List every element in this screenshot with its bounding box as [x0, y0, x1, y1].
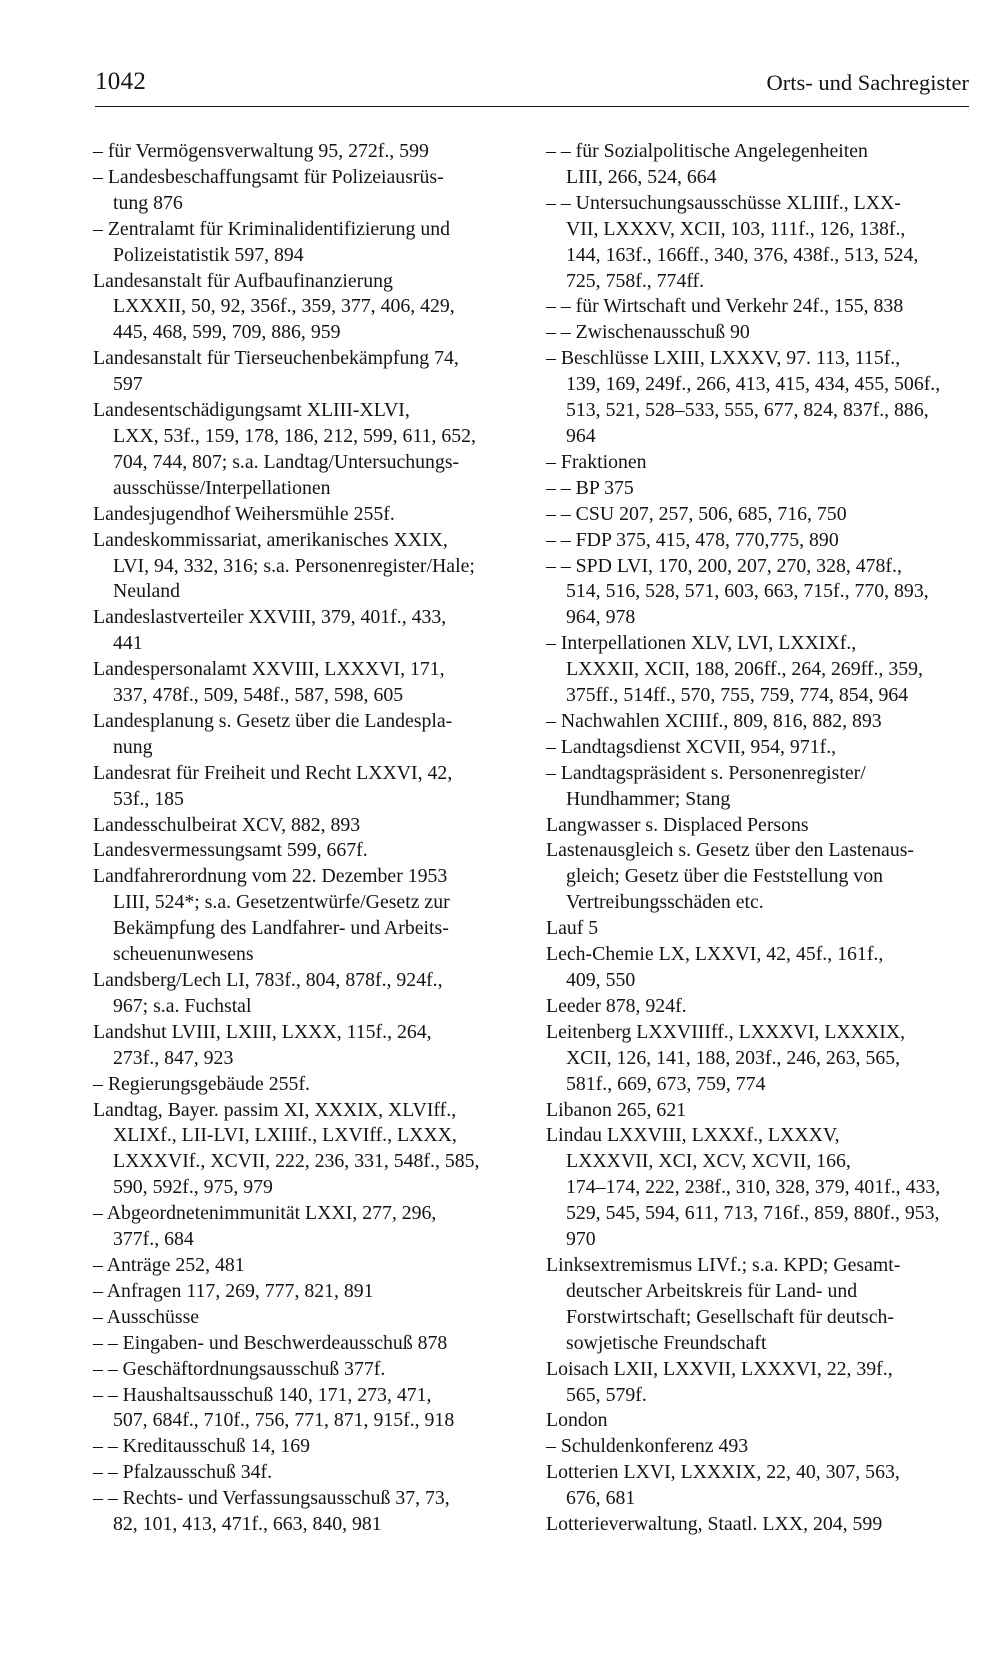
entry-continuation: 375ff., 514ff., 570, 755, 759, 774, 854, 964 [566, 684, 909, 707]
entry-text: – – BP 375 [546, 476, 634, 499]
entry-text: Landeslastverteiler XXVIII, 379, 401f., 433, [93, 606, 447, 629]
entry-text: Lotterien LXVI, LXXXIX, 22, 40, 307, 563, [546, 1461, 900, 1484]
entry-text: – Landtagspräsident s. Personenregister/ [546, 761, 866, 784]
index-entry [93, 1098, 513, 1202]
entry-continuation: sowjetische Freundschaft [566, 1331, 767, 1354]
entry-continuation: LVI, 94, 332, 316; s.a. Personenregister/Hale; [113, 554, 475, 577]
entry-text: Loisach LXII, LXXVII, LXXXVI, 22, 39f., [546, 1357, 893, 1380]
index-entry [93, 139, 513, 165]
index-entry [546, 813, 966, 839]
entry-continuation: gleich; Gesetz über die Feststellung von [566, 865, 883, 888]
entry-text: Lauf 5 [546, 917, 599, 940]
entry-continuation: 445, 468, 599, 709, 886, 959 [113, 321, 341, 344]
index-entry [546, 1253, 966, 1357]
entry-continuation: 441 [113, 632, 143, 655]
index-entry [93, 217, 513, 269]
index-entry [93, 346, 513, 398]
entry-continuation: 514, 516, 528, 571, 603, 663, 715f., 770, 893, [566, 580, 929, 603]
index-entry [546, 1460, 966, 1512]
entry-continuation: 174–174, 222, 238f., 310, 328, 379, 401f., 433, [566, 1176, 941, 1199]
index-entry [546, 476, 966, 502]
entry-text: Lech-Chemie LX, LXXVI, 42, 45f., 161f., [546, 943, 884, 966]
index-entry [546, 554, 966, 632]
index-entry [93, 657, 513, 709]
index-entry [93, 269, 513, 347]
entry-text: – Zentralamt für Kriminalidentifizierung und [93, 217, 451, 240]
index-entry [93, 528, 513, 606]
entry-continuation: 337, 478f., 509, 548f., 587, 598, 605 [113, 684, 404, 707]
entry-text: Landesentschädigungsamt XLIII-XLVI, [93, 399, 410, 422]
entry-text: – – Zwischenausschuß 90 [546, 321, 750, 344]
entry-continuation: Polizeistatistik 597, 894 [113, 243, 304, 266]
entry-text: Lastenausgleich s. Gesetz über den Lastenaus- [546, 839, 915, 862]
entry-continuation: LIII, 266, 524, 664 [566, 165, 717, 188]
entry-text: Landesschulbeirat XCV, 882, 893 [93, 813, 361, 836]
entry-continuation: 725, 758f., 774ff. [566, 269, 705, 292]
entry-text: – Nachwahlen XCIIIf., 809, 816, 882, 893 [546, 709, 882, 732]
index-entry [93, 1460, 513, 1486]
entry-text: Leitenberg LXXVIIIff., LXXXVI, LXXXIX, [546, 1020, 906, 1043]
index-entry [546, 1512, 966, 1538]
entry-continuation: 377f., 684 [113, 1228, 194, 1251]
entry-continuation: LXXXII, 50, 92, 356f., 359, 377, 406, 429, [113, 295, 455, 318]
entry-continuation: 139, 169, 249f., 266, 413, 415, 434, 455, 506f., [566, 373, 941, 396]
entry-text: – Beschlüsse LXIII, LXXXV, 97. 113, 115f., [546, 347, 901, 370]
entry-text: – für Vermögensverwaltung 95, 272f., 599 [93, 140, 429, 162]
entry-text: – – Rechts- und Verfassungsausschuß 37, 73, [93, 1487, 450, 1510]
entry-text: – Anträge 252, 481 [93, 1253, 245, 1276]
entry-text: – – Haushaltsausschuß 140, 171, 273, 471, [93, 1383, 432, 1406]
entry-continuation: VII, LXXXV, XCII, 103, 111f., 126, 138f., [566, 217, 906, 240]
entry-text: Landesjugendhof Weihersmühle 255f. [93, 502, 395, 525]
entry-continuation: Bekämpfung des Landfahrer- und Arbeits- [113, 917, 449, 940]
entry-continuation: tung 876 [113, 191, 183, 214]
entry-continuation: 704, 744, 807; s.a. Landtag/Untersuchungs- [113, 450, 460, 473]
entry-continuation: 529, 545, 594, 611, 713, 716f., 859, 880f., 953, [566, 1202, 940, 1225]
page-number: 1042 [95, 68, 147, 95]
entry-text: – Schuldenkonferenz 493 [546, 1435, 749, 1458]
index-entry [93, 1279, 513, 1305]
index-entry [546, 191, 966, 295]
index-entry [546, 528, 966, 554]
index-entry [93, 1020, 513, 1072]
entry-text: – – Pfalzausschuß 34f. [93, 1461, 273, 1484]
entry-text: – Landtagsdienst XCVII, 954, 971f., [546, 735, 837, 758]
right-index-column [546, 139, 966, 1538]
index-entry [546, 1098, 966, 1124]
index-entry [93, 1434, 513, 1460]
entry-text: Landespersonalamt XXVIII, LXXXVI, 171, [93, 658, 445, 681]
entry-text: Landesanstalt für Tierseuchenbekämpfung 74, [93, 347, 459, 370]
entry-continuation: 513, 521, 528–533, 555, 677, 824, 837f., 886, [566, 399, 929, 422]
index-entry [93, 165, 513, 217]
entry-continuation: 144, 163f., 166ff., 340, 376, 438f., 513, 524, [566, 243, 919, 266]
index-entry [93, 1305, 513, 1331]
entry-text: – – für Wirtschaft und Verkehr 24f., 155, 838 [546, 295, 904, 318]
entry-text: Landtag, Bayer. passim XI, XXXIX, XLVIff., [93, 1098, 457, 1121]
index-entry [93, 1486, 513, 1538]
entry-text: Landesplanung s. Gesetz über die Landespla- [93, 709, 453, 732]
index-entry [93, 1383, 513, 1435]
entry-text: – Landesbeschaffungsamt für Polizeiausrüs- [93, 165, 444, 188]
entry-text: – Interpellationen XLV, LVI, LXXIXf., [546, 632, 857, 655]
index-entry [546, 1357, 966, 1409]
index-entry [93, 605, 513, 657]
index-entry [546, 631, 966, 709]
entry-text: Landshut LVIII, LXIII, LXXX, 115f., 264, [93, 1020, 432, 1043]
entry-continuation: LXXXVII, XCI, XCV, XCVII, 166, [566, 1150, 851, 1173]
index-entry [546, 346, 966, 450]
entry-continuation: 597 [113, 373, 143, 396]
index-entry [546, 761, 966, 813]
index-entry [546, 916, 966, 942]
entry-text: – – Kreditausschuß 14, 169 [93, 1435, 311, 1458]
entry-continuation: 82, 101, 413, 471f., 663, 840, 981 [113, 1513, 382, 1536]
index-entry [93, 1072, 513, 1098]
entry-continuation: 507, 684f., 710f., 756, 771, 871, 915f., 918 [113, 1409, 455, 1432]
entry-continuation: Neuland [113, 580, 181, 603]
entry-text: Landsberg/Lech LI, 783f., 804, 878f., 924f., [93, 969, 443, 991]
index-entry [546, 139, 966, 191]
entry-continuation: 565, 579f. [566, 1383, 647, 1406]
entry-continuation: scheuenunwesens [113, 943, 254, 966]
index-entry [546, 994, 966, 1020]
entry-continuation: 964, 978 [566, 606, 636, 629]
entry-text: Lindau LXXVIII, LXXXf., LXXXV, [546, 1124, 840, 1147]
entry-text: – – FDP 375, 415, 478, 770,775, 890 [546, 528, 839, 551]
entry-continuation: 970 [566, 1228, 596, 1251]
entry-text: – – SPD LVI, 170, 200, 207, 270, 328, 478f., [546, 554, 902, 577]
entry-continuation: deutscher Arbeitskreis für Land- und [566, 1279, 858, 1302]
entry-continuation: 967; s.a. Fuchstal [113, 994, 252, 1017]
entry-continuation: LXXXII, XCII, 188, 206ff., 264, 269ff., 359, [566, 658, 923, 681]
entry-text: – – Geschäftordnungsausschuß 377f. [93, 1357, 386, 1380]
entry-text: – Ausschüsse [93, 1305, 200, 1328]
entry-text: – Fraktionen [546, 450, 647, 473]
index-entry [93, 502, 513, 528]
index-entry [93, 838, 513, 864]
entry-continuation: nung [113, 735, 153, 758]
entry-text: Landesanstalt für Aufbaufinanzierung [93, 269, 393, 292]
index-entry [546, 1020, 966, 1098]
entry-text: – Abgeordnetenimmunität LXXI, 277, 296, [93, 1202, 437, 1225]
entry-continuation: Forstwirtschaft; Gesellschaft für deutsch- [566, 1305, 894, 1328]
index-entry [546, 320, 966, 346]
entry-text: – – CSU 207, 257, 506, 685, 716, 750 [546, 502, 847, 525]
entry-text: Linksextremismus LIVf.; s.a. KPD; Gesamt- [546, 1253, 901, 1276]
index-entry [546, 709, 966, 735]
entry-text: Landeskommissariat, amerikanisches XXIX, [93, 528, 448, 551]
entry-continuation: ausschüsse/Interpellationen [113, 476, 331, 499]
index-entry [93, 813, 513, 839]
index-entry [93, 1253, 513, 1279]
entry-continuation: LIII, 524*; s.a. Gesetzentwürfe/Gesetz zur [113, 891, 450, 914]
entry-text: – – für Sozialpolitische Angelegenheiten [546, 140, 868, 162]
entry-continuation: 590, 592f., 975, 979 [113, 1176, 273, 1199]
index-entry [546, 838, 966, 916]
running-title: Orts- und Sachregister [766, 70, 969, 95]
entry-continuation: Vertreibungsschäden etc. [566, 891, 764, 914]
entry-continuation: XCII, 126, 141, 188, 203f., 246, 263, 565, [566, 1046, 901, 1069]
index-entry [546, 502, 966, 528]
entry-text: Leeder 878, 924f. [546, 994, 687, 1017]
entry-text: Langwasser s. Displaced Persons [546, 813, 809, 836]
index-entry [93, 1201, 513, 1253]
index-entry [93, 709, 513, 761]
entry-text: Lotterieverwaltung, Staatl. LXX, 204, 599 [546, 1513, 883, 1536]
entry-text: London [546, 1409, 608, 1432]
entry-text: – – Untersuchungsausschüsse XLIIIf., LXX- [546, 191, 901, 214]
entry-continuation: 964 [566, 424, 596, 447]
entry-continuation: 581f., 669, 673, 759, 774 [566, 1072, 766, 1095]
entry-text: Libanon 265, 621 [546, 1098, 687, 1121]
index-entry [546, 1434, 966, 1460]
page-header [95, 66, 969, 107]
index-entry [546, 735, 966, 761]
index-entry [93, 1331, 513, 1357]
entry-text: Landesrat für Freiheit und Recht LXXVI, 42, [93, 761, 453, 784]
entry-text: Landesvermessungsamt 599, 667f. [93, 839, 368, 862]
index-entry [546, 450, 966, 476]
entry-continuation: 53f., 185 [113, 787, 184, 810]
index-entry [546, 1123, 966, 1253]
entry-text: Landfahrerordnung vom 22. Dezember 1953 [93, 865, 448, 888]
index-entry [93, 761, 513, 813]
entry-continuation: XLIXf., LII-LVI, LXIIIf., LXVIff., LXXX, [113, 1124, 457, 1147]
index-entry [93, 968, 513, 1020]
entry-continuation: 409, 550 [566, 969, 636, 991]
entry-continuation: LXXXVIf., XCVII, 222, 236, 331, 548f., 585, [113, 1150, 480, 1173]
index-entry [93, 398, 513, 502]
entry-text: – – Eingaben- und Beschwerdeausschuß 878 [93, 1331, 448, 1354]
index-entry [546, 1408, 966, 1434]
entry-text: – Regierungsgebäude 255f. [93, 1072, 310, 1095]
index-entry [93, 864, 513, 968]
entry-text: – Anfragen 117, 269, 777, 821, 891 [93, 1279, 374, 1302]
entry-continuation: 273f., 847, 923 [113, 1046, 234, 1069]
left-index-column [93, 139, 513, 1538]
entry-continuation: LXX, 53f., 159, 178, 186, 212, 599, 611, 652, [113, 424, 477, 447]
index-entry [93, 1357, 513, 1383]
index-entry [546, 942, 966, 994]
entry-continuation: Hundhammer; Stang [566, 787, 731, 810]
index-entry [546, 294, 966, 320]
entry-continuation: 676, 681 [566, 1487, 636, 1510]
